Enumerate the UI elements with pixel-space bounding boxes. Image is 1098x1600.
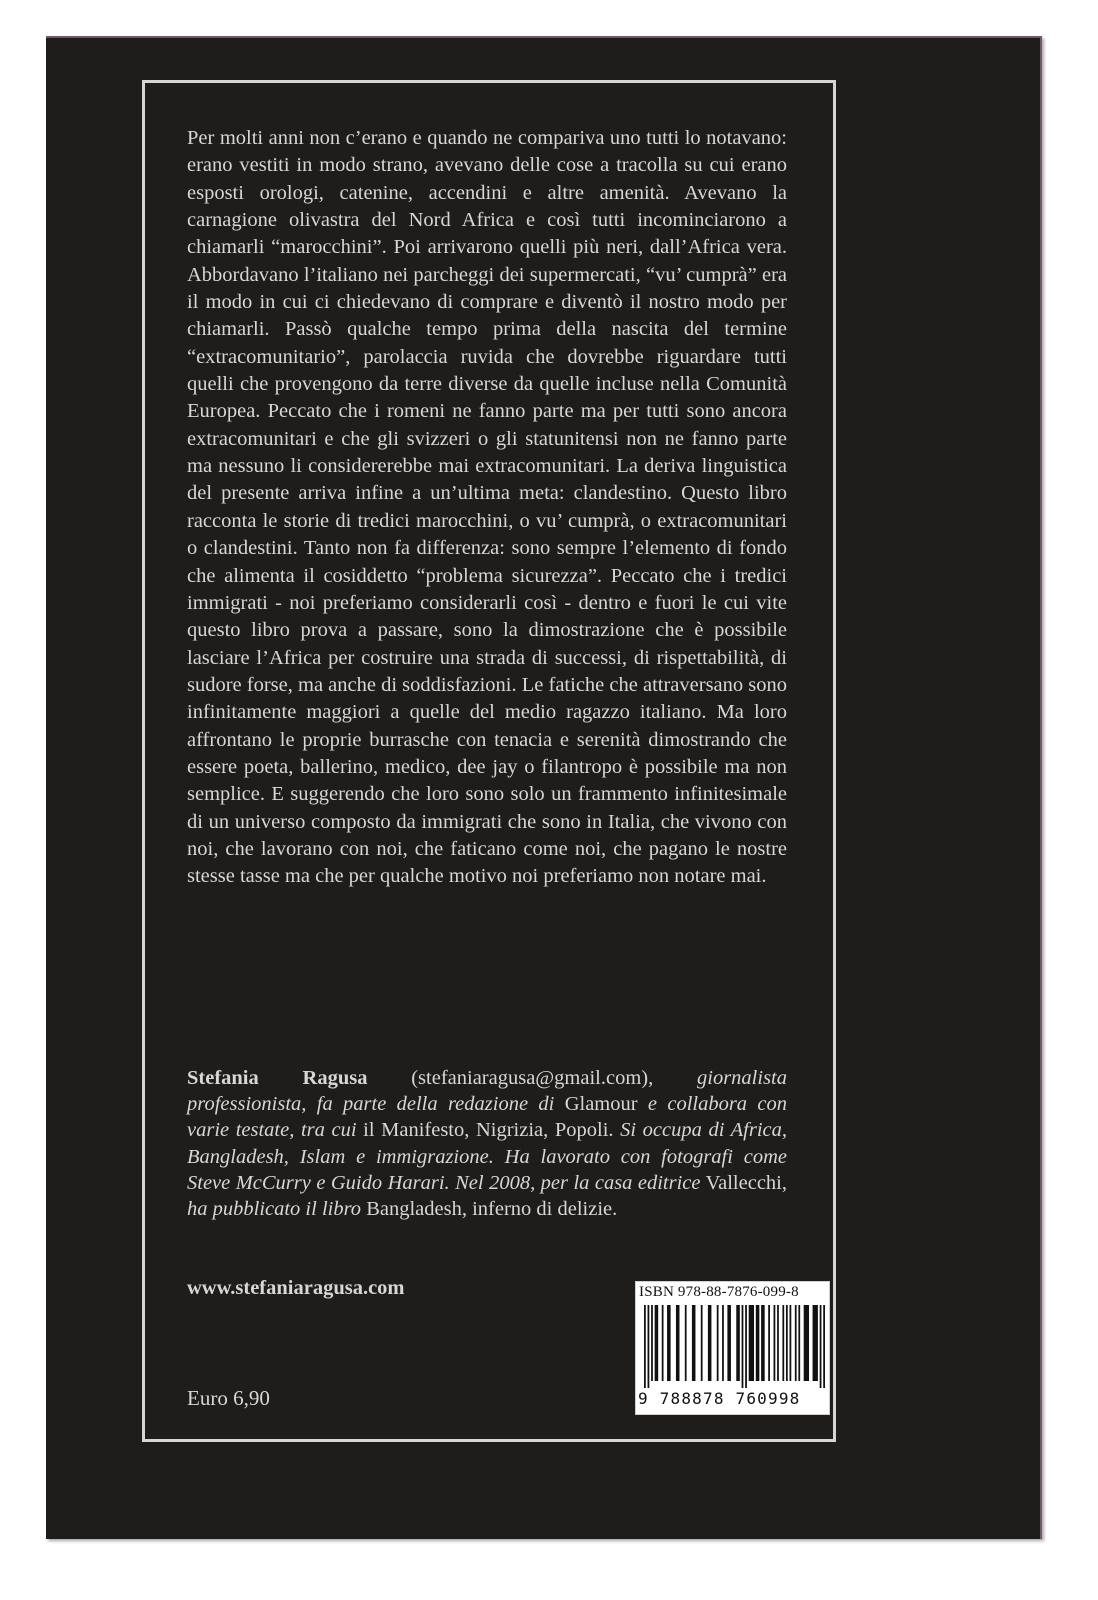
author-name: Stefania Ragusa	[187, 1067, 368, 1089]
back-cover-blurb: Per molti anni non c’erano e quando ne compariva uno tutti lo notavano: erano vestiti in modo strano, avevano delle cose a tracolla su cui erano esposti orologi, catenine, accendini e altre amenità. Avevano la carnagione olivastra del Nord Africa e così tutti incominciarono a chiamarli “marocchini”. Poi arrivarono quelli più neri, dall’Africa vera. Abbordavano l’italiano nei parcheggi dei supermercati, “vu’ cumprà” era il modo in cui ci chiedevano di comprare e diventò il nostro modo per chiamarli. Passò qualche tempo prima della nascita del termine “extracomunitario”, parolaccia ruvida che dovrebbe riguardare tutti quelli che provengono da terre diverse da quelle incluse nella Comunità Europea. Peccato che i romeni ne fanno parte ma per tutti sono ancora extracomunitari e che gli svizzeri o gli statunitensi non ne fanno parte ma nessuno li considererebbe mai extracomunitari. La deriva linguistica del presente arriva infine a un’ultima meta: clandestino. Questo libro racconta le storie di tredici marocchini, o vu’ cumprà, o extracomunitari o clandestini. Tanto non fa differenza: sono sempre l’elemento di fondo che alimenta il cosiddetto “problema sicurezza”. Peccato che i tredici immigrati - noi preferiamo considerarli così - dentro e fuori le cui vite questo libro prova a passare, sono la dimostrazione che è possibile lasciare l’Africa per costruire una strada di successi, di rispettabilità, di sudore forse, ma anche di soddisfazioni. Le fatiche che attraversano sono infinitamente maggiori a quelle del medio ragazzo italiano. Ma loro affrontano le proprie burrasche con tenacia e serenità dimostrando che essere poeta, ballerino, medico, dee jay o filantropo è possibile ma non semplice. E suggerendo che loro sono solo un frammento infinitesimale di un universo composto da immigrati che sono in Italia, che vivono con noi, che lavorano con noi, che faticano come noi, che pagano le nostre stesse tasse ma che per qualche motivo noi preferiamo non notare mai.	[187, 127, 787, 888]
ean-digits: 9 788878 760998	[638, 1389, 801, 1408]
bio-text-3: Si occupa di Africa, Bangladesh, Islam e immigrazione. Ha lavorato con fotografi come Steve McCurry e Guido Harari. Nel 2008, per la casa editrice	[187, 1119, 788, 1194]
isbn-text: ISBN 978-88-7876-099-8	[639, 1284, 799, 1300]
author-bio	[187, 1065, 787, 1222]
bio-text-2: e collabora con varie testate, tra cui	[187, 1093, 787, 1142]
barcode-icon	[644, 1305, 825, 1388]
previous-book-title: Bangladesh, inferno di delizie.	[366, 1198, 618, 1221]
magazine-name: Glamour	[564, 1093, 638, 1116]
publisher-name: Vallecchi,	[705, 1171, 787, 1194]
barcode-label	[635, 1281, 830, 1415]
publication-names: il Manifesto, Nigrizia, Popoli.	[363, 1119, 614, 1142]
author-email: (stefaniaragusa@gmail.com)	[411, 1067, 649, 1089]
author-website: www.stefaniaragusa.com	[187, 1277, 405, 1299]
bio-text-4: ha pubblicato il libro	[187, 1198, 362, 1221]
bio-text-1: , giornalista professionista, fa parte della redazione di	[187, 1067, 787, 1116]
price: Euro 6,90	[187, 1386, 270, 1410]
